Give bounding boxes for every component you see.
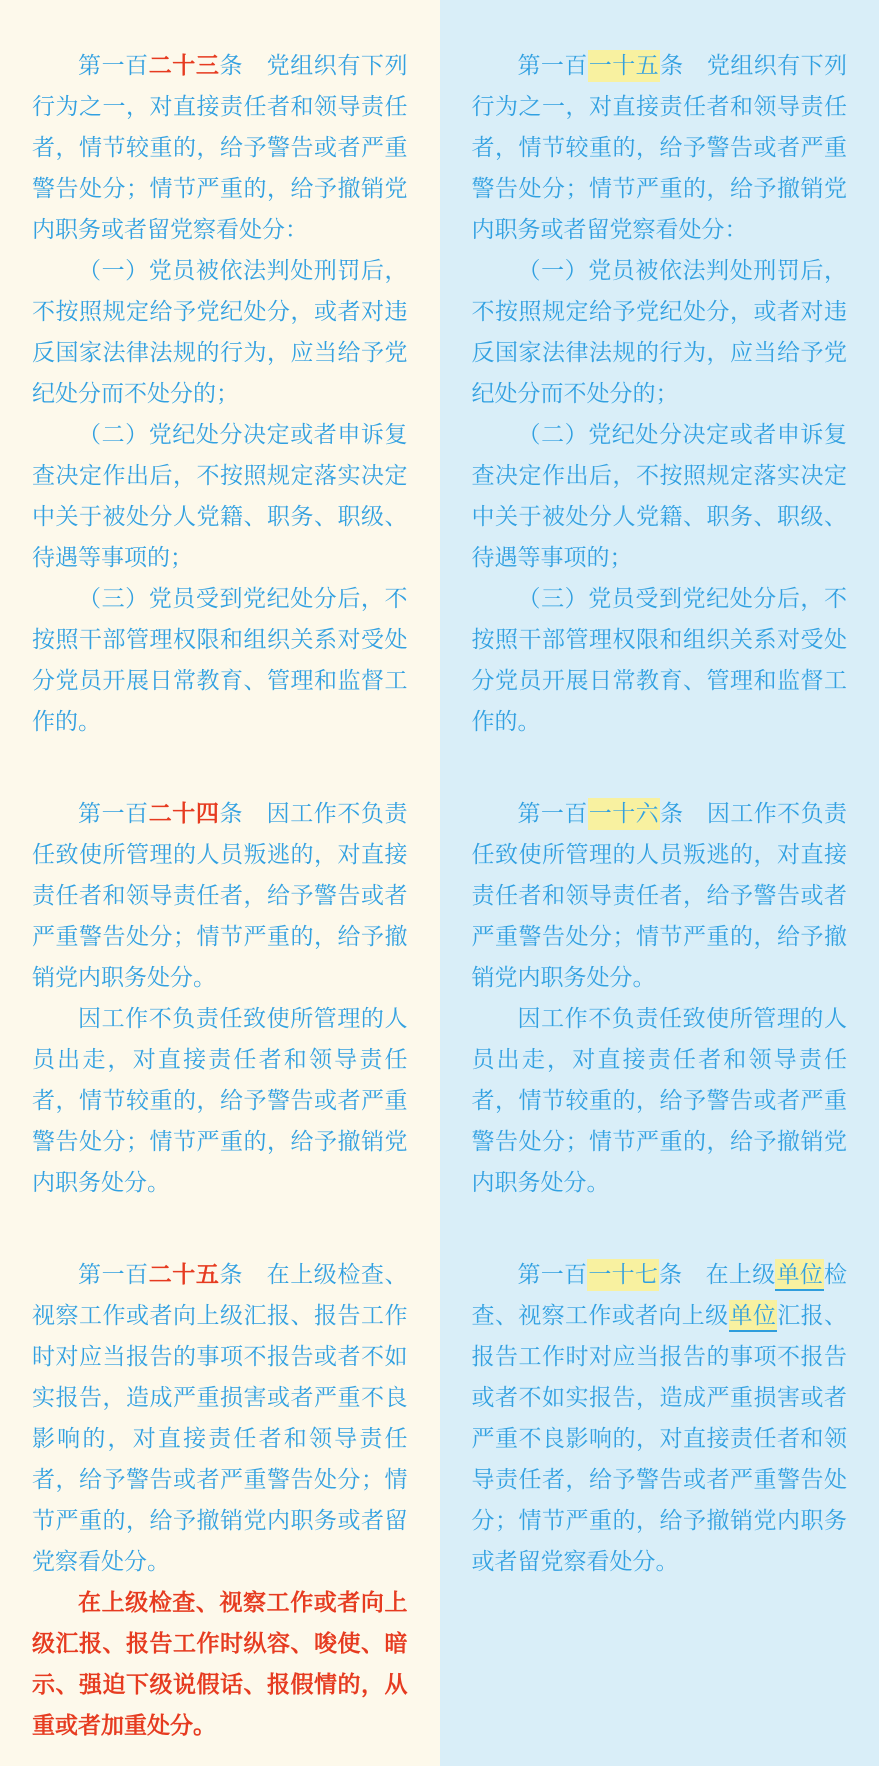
paragraph bbox=[472, 579, 848, 743]
paragraph bbox=[32, 1583, 408, 1747]
emphasis-red-text: 二十三 bbox=[148, 53, 220, 79]
highlighted-underlined-text: 单位 bbox=[729, 1300, 778, 1332]
article-block bbox=[32, 46, 408, 743]
paragraph bbox=[472, 999, 848, 1204]
body-text: （二）党纪处分决定或者申诉复查决定作出后，不按照规定落实决定中关于被处分人党籍、职务、职级、待遇等事项的； bbox=[32, 422, 408, 571]
body-text: 条 在上级检查、视察工作或者向上级汇报、报告工作时对应当报告的事项不报告或者不如实报告，造成严重损害或者严重不良影响的，对直接责任者和领导责任者，给予警告或者严重警告处分；情节严重的，给予撤销党内职务或者留党察看处分。 bbox=[32, 1262, 408, 1575]
body-text: 第一百 bbox=[517, 53, 588, 79]
body-text: 条 党组织有下列行为之一，对直接责任者和领导责任者，情节较重的，给予警告或者严重警告处分；情节严重的，给予撤销党内职务或者留党察看处分： bbox=[471, 53, 848, 243]
paragraph bbox=[32, 46, 408, 251]
paragraph bbox=[472, 1255, 848, 1583]
paragraph bbox=[32, 579, 408, 743]
body-text: （三）党员受到党纪处分后，不按照干部管理权限和组织关系对受处分党员开展日常教育、管理和监督工作的。 bbox=[471, 586, 847, 735]
body-text: 因工作不负责任致使所管理的人员出走，对直接责任者和领导责任者，情节较重的，给予警告或者严重警告处分；情节严重的，给予撤销党内职务处分。 bbox=[32, 1006, 408, 1196]
paragraph bbox=[32, 251, 408, 415]
body-text: 条 党组织有下列行为之一，对直接责任者和领导责任者，情节较重的，给予警告或者严重警告处分；情节严重的，给予撤销党内职务或者留党察看处分： bbox=[32, 53, 408, 243]
body-text: 汇报、报告工作时对应当报告的事项不报告或者不如实报告，造成严重损害或者严重不良影响的，对直接责任者和领导责任者，给予警告或者严重警告处分；情节严重的，给予撤销党内职务或者留党察看处分。 bbox=[471, 1303, 848, 1575]
emphasis-red-text: 在上级检查、视察工作或者向上级汇报、报告工作时纵容、唆使、暗示、强迫下级说假话、报假情的，从重或者加重处分。 bbox=[32, 1590, 408, 1739]
right-column-old-regulation bbox=[440, 0, 879, 1766]
highlighted-text: 一十七 bbox=[587, 1259, 659, 1291]
body-text: 第一百 bbox=[517, 801, 588, 827]
paragraph bbox=[32, 999, 408, 1204]
highlighted-underlined-text: 单位 bbox=[775, 1259, 824, 1291]
body-text: 条 在上级 bbox=[659, 1262, 776, 1288]
body-text: （一）党员被依法判处刑罚后，不按照规定给予党纪处分，或者对违反国家法律法规的行为，应当给予党纪处分而不处分的； bbox=[32, 258, 408, 407]
article-block bbox=[472, 794, 848, 1204]
body-text: 条 因工作不负责任致使所管理的人员叛逃的，对直接责任者和领导责任者，给予警告或者严重警告处分；情节严重的，给予撤销党内职务处分。 bbox=[32, 801, 408, 991]
paragraph bbox=[32, 794, 408, 999]
paragraph bbox=[472, 794, 848, 999]
paragraph bbox=[32, 415, 408, 579]
body-text: 条 因工作不负责任致使所管理的人员叛逃的，对直接责任者和领导责任者，给予警告或者严重警告处分；情节严重的，给予撤销党内职务处分。 bbox=[471, 801, 848, 991]
article-block bbox=[32, 794, 408, 1204]
paragraph bbox=[472, 46, 848, 251]
emphasis-red-text: 二十四 bbox=[148, 801, 220, 827]
body-text: 第一百 bbox=[78, 801, 149, 827]
body-text: 因工作不负责任致使所管理的人员出走，对直接责任者和领导责任者，情节较重的，给予警告或者严重警告处分；情节严重的，给予撤销党内职务处分。 bbox=[471, 1006, 847, 1196]
body-text: （二）党纪处分决定或者申诉复查决定作出后，不按照规定落实决定中关于被处分人党籍、职务、职级、待遇等事项的； bbox=[471, 422, 847, 571]
emphasis-red-text: 二十五 bbox=[148, 1262, 220, 1288]
body-text: 第一百 bbox=[517, 1262, 588, 1288]
article-block bbox=[472, 1255, 848, 1583]
body-text: 第一百 bbox=[78, 53, 149, 79]
body-text: 第一百 bbox=[78, 1262, 149, 1288]
body-text: （三）党员受到党纪处分后，不按照干部管理权限和组织关系对受处分党员开展日常教育、管理和监督工作的。 bbox=[32, 586, 408, 735]
highlighted-text: 一十六 bbox=[588, 798, 660, 830]
body-text: 检查、视察工作或者向上级 bbox=[471, 1262, 848, 1329]
highlighted-text: 一十五 bbox=[588, 50, 660, 82]
body-text: （一）党员被依法判处刑罚后，不按照规定给予党纪处分，或者对违反国家法律法规的行为，应当给予党纪处分而不处分的； bbox=[471, 258, 847, 407]
paragraph bbox=[472, 415, 848, 579]
article-block bbox=[472, 46, 848, 743]
paragraph bbox=[32, 1255, 408, 1583]
article-block bbox=[32, 1255, 408, 1747]
paragraph bbox=[472, 251, 848, 415]
